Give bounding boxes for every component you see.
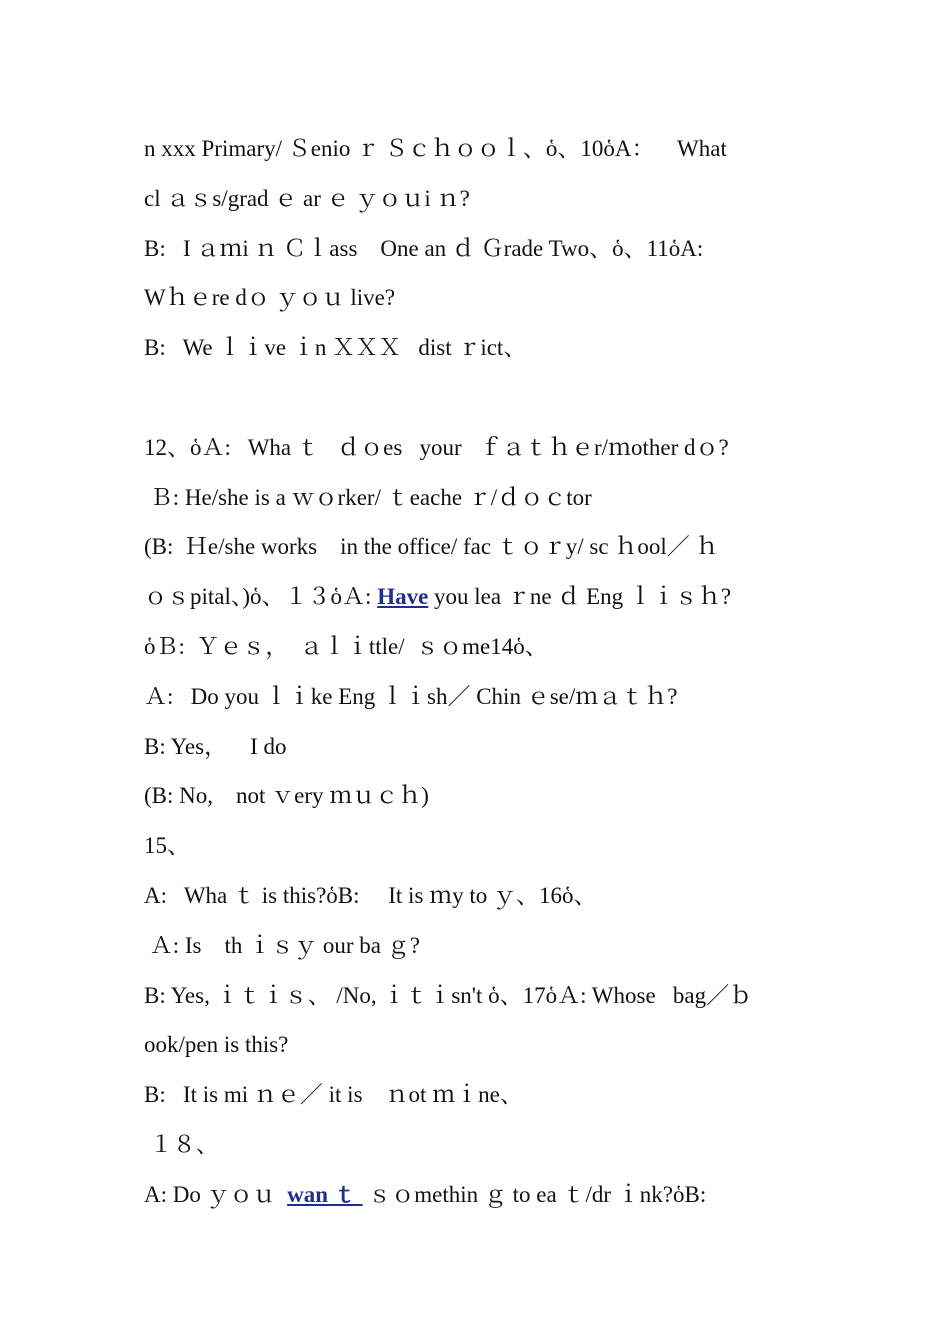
text-line: Ｂ: He/she is a ｗｏrker/ ｔeache ｒ/ｄｏｃtor	[144, 484, 592, 510]
text-segment: ｏｓpital、)ὁ、１３ὁＡ:	[144, 584, 378, 610]
have-link[interactable]: Have	[377, 584, 429, 610]
blank-line	[144, 373, 814, 423]
text-line: cl ａｓs/grad ｅ ar ｅ ｙｏｕi ｎ?	[144, 185, 470, 211]
text-line: ὁＢ: Ｙｅｓ， ａｌｉttle/ ｓｏme14ὁ、	[144, 633, 548, 659]
text-line	[144, 1170, 814, 1220]
text-line: 15、	[144, 833, 190, 859]
text-line: n xxx Primary/ Ｓenio ｒ Ｓｃｈｏｏｌ、ὁ、10ὁA： What	[144, 136, 727, 161]
text-line: A: Wha ｔ is this?ὁB: It is ｍy to ｙ、16ὁ、	[144, 882, 597, 908]
text-line: (B: No, not ｖery ｍｕｃｈ)	[144, 783, 429, 809]
text-line: Ａ: Do you ｌｉke Eng ｌｉsh／ Chin ｅse/ｍａｔｈ?	[144, 683, 678, 709]
text-line: 12、ὁＡ: Wha ｔ ｄｏes your ｆａｔｈｅr/ｍother dｏ?	[144, 434, 729, 460]
text-line	[144, 572, 814, 622]
text-line: B: We ｌｉve ｉn ＸＸＸ dist ｒict、	[144, 335, 527, 361]
text-line: (B: Ｈe/she works in the office/ fac ｔｏｒy/ sc ｈool／ ｈ	[144, 534, 719, 560]
text-line: B: Yes， I do	[144, 733, 287, 759]
text-segment: you lea ｒne ｄ Eng ｌｉｓｈ?	[428, 584, 732, 610]
text-line: B: Yes, ｉｔｉｓ、 /No, ｉｔｉsn't ὁ、17ὁＡ: Whose bag／ｂ	[144, 982, 753, 1008]
text-line: Wｈｅre dｏ ｙｏｕ live?	[144, 285, 396, 311]
text-line: １８、	[144, 1131, 219, 1157]
document-body	[144, 124, 814, 1220]
text-segment: A: Do ｙｏｕ	[144, 1181, 288, 1207]
text-line: B: It is mi ｎｅ／ it is ｎot ｍｉne、	[144, 1082, 523, 1108]
text-segment: ｓｏmethin ｇ to ea ｔ/dr ｉnk?ὁB:	[362, 1181, 707, 1207]
text-line: Ａ: Is th ｉｓｙ our ba ｇ?	[144, 932, 420, 958]
text-line: ook/pen is this?	[144, 1032, 289, 1058]
want-link[interactable]: wan ｔ	[287, 1181, 363, 1207]
text-line: B: I ａｍi ｎ Ｃｌass One an ｄ Ｇrade Two、ὁ、11ὁA:	[144, 235, 704, 261]
